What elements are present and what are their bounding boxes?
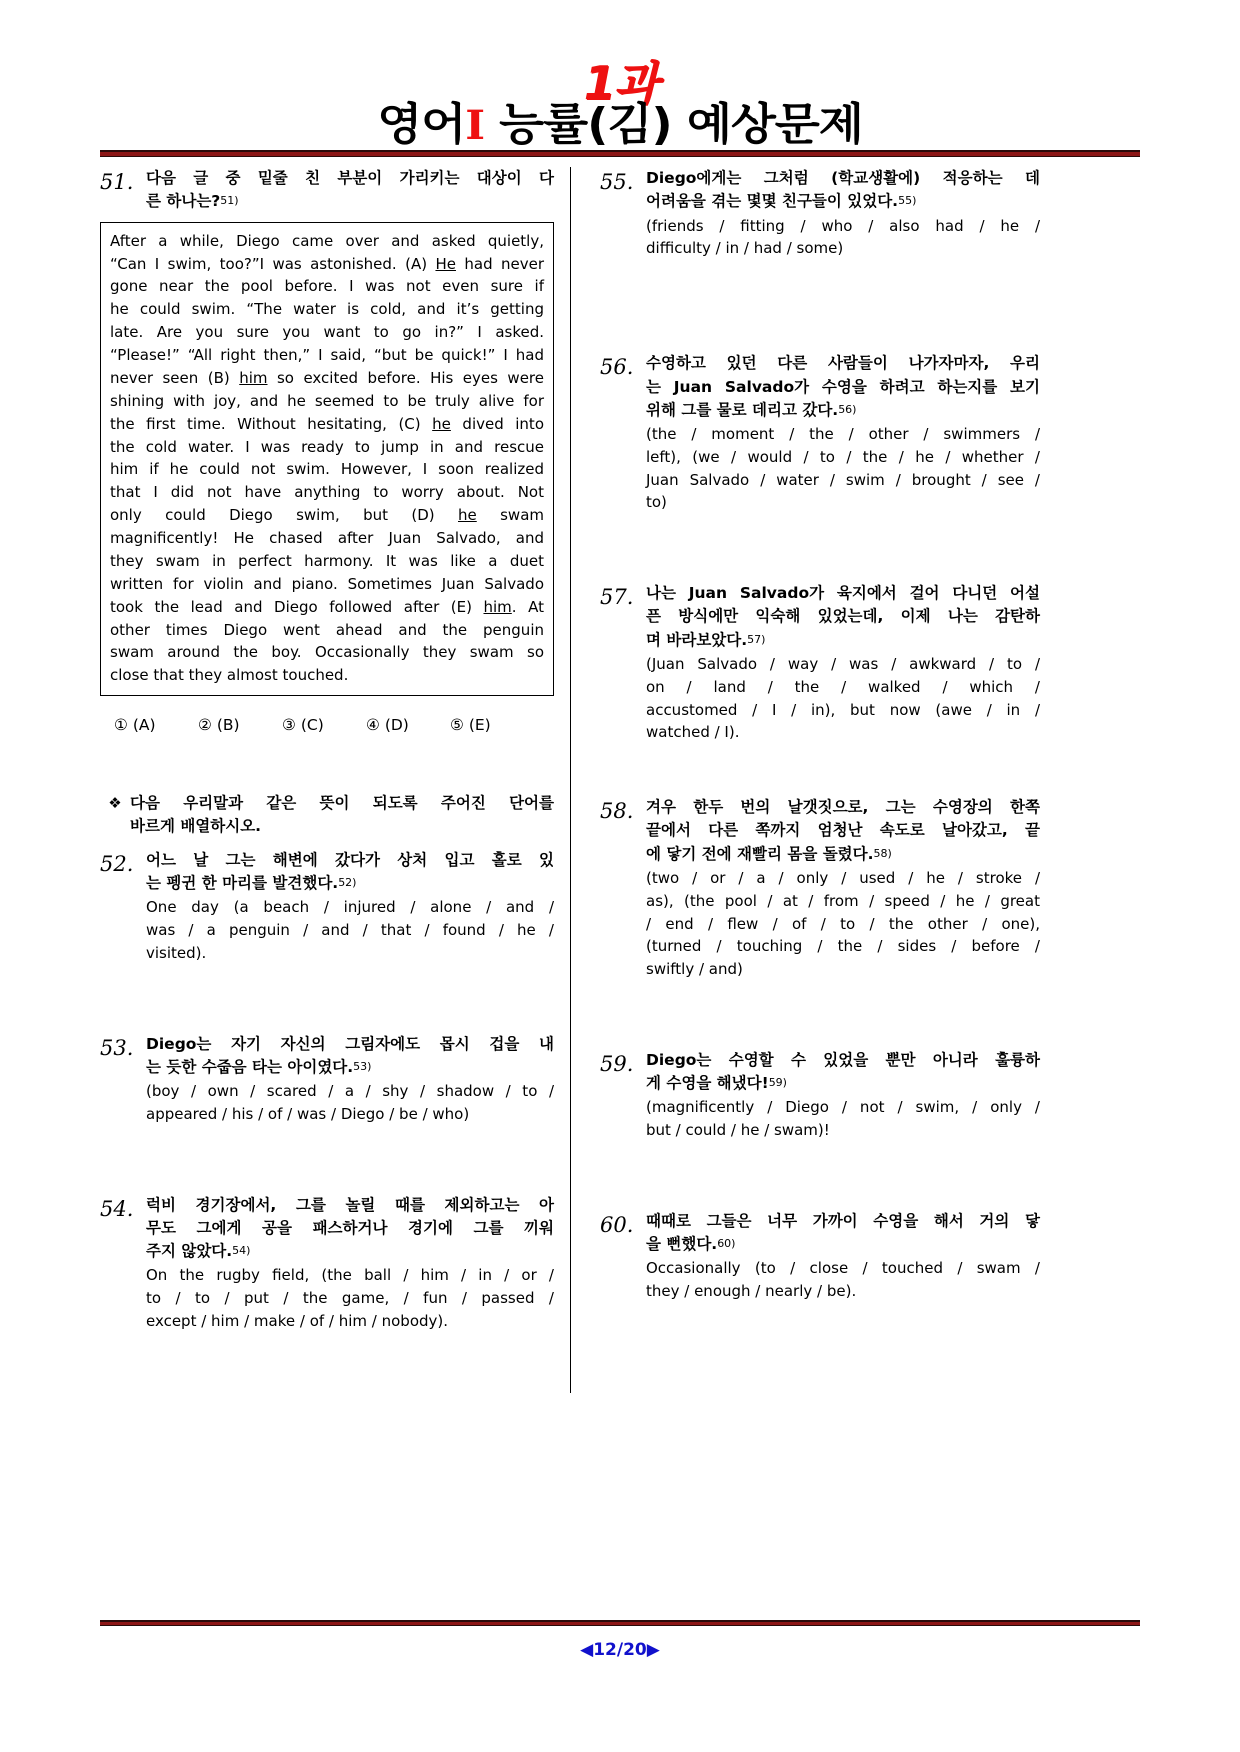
lesson-tag: 1과 (583, 56, 657, 110)
wordbank-line: visited). (146, 943, 207, 962)
question-55 (600, 167, 1040, 260)
question-56-number: 56. (600, 355, 634, 380)
question-56 (600, 352, 1040, 514)
question-52-korean (146, 849, 554, 896)
title-part1: 영어 (377, 99, 466, 150)
question-55-wordbank (646, 215, 1040, 261)
wordbank-line: (boy / own / scared / a / shy / shadow / to / (146, 1082, 554, 1101)
question-59-number: 59. (600, 1051, 634, 1076)
passage-line: took the lead and Diego followed after (E) him. At (110, 597, 544, 616)
passage-line: written for violin and piano. Sometimes Juan Salvado (110, 574, 544, 593)
question-52-ko-line1: 어느 날 그는 해변에 갔다가 상처 입고 홀로 있 (146, 850, 554, 869)
spacer (600, 520, 1040, 582)
question-51-number: 51. (100, 170, 134, 195)
question-59-ko-line2: 게 수영을 해냈다!59) (646, 1074, 787, 1093)
question-56-ko-line2: 는 Juan Salvado가 수영을 하려고 하는지를 보기 (646, 377, 1040, 396)
wordbank-line: Occasionally (to / close / touched / swam / (646, 1259, 1040, 1278)
question-53-korean (146, 1033, 554, 1080)
question-56-footnote: 56) (838, 402, 857, 416)
question-60 (600, 1210, 1040, 1303)
question-53-ko-line1: Diego는 자기 자신의 그림자에도 몹시 겁을 내 (146, 1034, 554, 1053)
question-51 (100, 167, 554, 214)
passage-line: magnificently! He chased after Juan Salvado, and (110, 529, 544, 548)
wordbank-line: appeared / his / of / was / Diego / be / who) (146, 1104, 470, 1123)
choice-1[interactable]: ① (A) (114, 716, 156, 735)
passage-line: only could Diego swim, but (D) he swam (110, 506, 545, 525)
passage-line: After a while, Diego came over and asked quietly, (110, 231, 544, 250)
title-part2: 능률(김) 예상문제 (483, 99, 863, 150)
passage-line: the cold water. I was ready to jump in and rescue (110, 437, 544, 456)
question-58-wordbank (646, 867, 1040, 981)
question-57-number: 57. (600, 585, 634, 610)
question-53 (100, 1033, 554, 1126)
passage-line: “Please!” “All right then,” I said, “but be quick!” I had (110, 346, 544, 365)
question-56-ko-line3: 위해 그를 물로 데리고 갔다.56) (646, 400, 857, 419)
wordbank-line: on / land / the / walked / which / (646, 677, 1040, 696)
question-57-ko-line1: 나는 Juan Salvado가 육지에서 걸어 다니던 어설 (646, 584, 1040, 603)
wordbank-line: except / him / make / of / him / nobody). (146, 1312, 449, 1331)
left-column (100, 167, 570, 1397)
question-54-korean (146, 1194, 554, 1264)
choice-3[interactable]: ③ (C) (282, 716, 324, 735)
question-55-footnote: 55) (898, 194, 917, 208)
page-footer (100, 1620, 1140, 1660)
question-60-footnote: 60) (717, 1237, 736, 1251)
wordbank-line: to) (646, 493, 667, 512)
question-53-wordbank (146, 1080, 554, 1126)
wordbank-line: they / enough / nearly / be). (646, 1282, 857, 1301)
question-57-ko-line2: 픈 방식에만 익숙해 있었는데, 이제 나는 감탄하 (646, 607, 1040, 626)
wordbank-line: as), (the pool / at / from / speed / he / great (646, 891, 1040, 910)
passage-line: never seen (B) him so excited before. His eyes were (110, 368, 544, 387)
page-number[interactable]: ◀12/20▶ (580, 1640, 660, 1660)
question-58 (600, 796, 1040, 981)
question-51-prompt (146, 167, 554, 214)
question-58-ko-line2: 끝에서 다른 쪽까지 엄청난 속도로 날아갔고, 끝 (646, 821, 1040, 840)
page-header (100, 0, 1140, 157)
passage-line: they swam in perfect harmony. It was like a duet (110, 551, 544, 570)
question-54 (100, 1194, 554, 1333)
question-52-ko-line2: 는 펭귄 한 마리를 발견했다.52) (146, 873, 357, 892)
passage-line: gone near the pool before. I was not even sure if (110, 277, 544, 296)
question-52-footnote: 52) (338, 875, 357, 889)
wordbank-line: (turned / touching / the / sides / before / (646, 937, 1040, 956)
wordbank-line: swiftly / and) (646, 960, 743, 979)
question-57-footnote: 57) (747, 632, 766, 646)
question-60-ko-line2: 을 뻔했다.60) (646, 1235, 736, 1254)
two-column-body (100, 167, 1140, 1397)
right-column (570, 167, 1040, 1397)
question-54-wordbank (146, 1264, 554, 1332)
question-52-number: 52. (100, 851, 134, 876)
wordbank-line: (the / moment / the / other / swimmers / (646, 425, 1040, 444)
question-56-korean (646, 352, 1040, 422)
choice-5[interactable]: ⑤ (E) (450, 716, 491, 735)
question-58-korean (646, 796, 1040, 866)
passage-line: “Can I swim, too?”I was astonished. (A) He had never (110, 254, 544, 273)
passage-line: close that they almost touched. (110, 666, 349, 685)
question-57-korean (646, 582, 1040, 652)
question-60-ko-line1: 때때로 그들은 너무 가까이 수영을 해서 거의 닿 (646, 1211, 1040, 1230)
passage-line: him if he could not swim. However, I soon realized (110, 460, 544, 479)
arrangement-instruction (100, 792, 554, 839)
spacer (600, 266, 1040, 352)
question-54-ko-line2: 무도 그에게 공을 패스하거나 경기에 그를 끼워 (146, 1218, 554, 1237)
wordbank-line: (Juan Salvado / way / was / awkward / to / (646, 654, 1040, 673)
wordbank-line: watched / I). (646, 723, 740, 742)
wordbank-line: Juan Salvado / water / swim / brought / see / (646, 470, 1040, 489)
page-title (69, 99, 1171, 150)
question-51-footnote: 51) (220, 194, 239, 208)
question-51-choices (100, 716, 554, 734)
passage-line: late. Are you sure you want to go in?” I asked. (110, 323, 544, 342)
question-54-number: 54. (100, 1196, 134, 1221)
question-57-wordbank (646, 653, 1040, 744)
passage-line: that I did not have anything to worry about. Not (110, 483, 544, 502)
question-59-wordbank (646, 1096, 1040, 1142)
wordbank-line: left), (we / would / to / the / he / whether / (646, 447, 1040, 466)
choice-2[interactable]: ② (B) (198, 716, 240, 735)
wordbank-line: to / to / put / the game, / fun / passed / (146, 1289, 554, 1308)
question-56-wordbank (646, 423, 1040, 514)
question-54-footnote: 54) (232, 1244, 251, 1258)
wordbank-line: accustomed / I / in), but now (awe / in / (646, 700, 1040, 719)
question-59 (600, 1049, 1040, 1142)
question-60-wordbank (646, 1257, 1040, 1303)
passage-line: shining with joy, and he seemed to be truly alive for (110, 391, 544, 410)
question-55-number: 55. (600, 170, 634, 195)
wordbank-line: (two / or / a / only / used / he / stroke / (646, 868, 1040, 887)
passage-line: other times Diego went ahead and the penguin (110, 620, 544, 639)
wordbank-line: One day (a beach / injured / alone / and / (146, 898, 554, 917)
wordbank-line: was / a penguin / and / that / found / he / (146, 920, 554, 939)
diamond-bullet-icon: ❖ (108, 794, 122, 813)
question-55-ko-line1: Diego에게는 그처럼 (학교생활에) 적응하는 데 (646, 169, 1040, 188)
question-58-ko-line3: 에 닿기 전에 재빨리 몸을 돌렸다.58) (646, 844, 892, 863)
footer-divider-rule (100, 1620, 1140, 1626)
spacer (600, 750, 1040, 796)
question-57 (600, 582, 1040, 744)
instruction-line2: 바르게 배열하시오. (130, 817, 262, 836)
spacer (600, 1148, 1040, 1210)
question-53-number: 53. (100, 1035, 134, 1060)
question-55-ko-line2: 어려움을 겪는 몇몇 친구들이 있었다.55) (646, 192, 917, 211)
wordbank-line: On the rugby field, (the ball / him / in / or / (146, 1266, 554, 1285)
question-54-ko-line3: 주지 않았다.54) (146, 1242, 251, 1261)
question-53-ko-line2: 는 듯한 수줍음 타는 아이였다.53) (146, 1057, 372, 1076)
instruction-line1: 다음 우리말과 같은 뜻이 되도록 주어진 단어를 (130, 794, 554, 813)
question-58-number: 58. (600, 799, 634, 824)
question-55-korean (646, 167, 1040, 214)
question-51-prompt-line2: 른 하나는?51) (146, 192, 239, 211)
wordbank-line: / end / flew / of / to / the other / one), (646, 914, 1040, 933)
question-58-ko-line1: 겨우 한두 번의 날갯짓으로, 그는 수영장의 한쪽 (646, 798, 1040, 817)
question-59-korean (646, 1049, 1040, 1096)
question-59-footnote: 59) (768, 1076, 787, 1090)
passage-line: the first time. Without hesitating, (C) he dived into (110, 414, 544, 433)
question-58-footnote: 58) (873, 846, 892, 860)
question-60-number: 60. (600, 1212, 634, 1237)
wordbank-line: difficulty / in / had / some) (646, 239, 844, 258)
wordbank-line: (friends / fitting / who / also had / he / (646, 216, 1040, 235)
question-53-footnote: 53) (353, 1059, 372, 1073)
question-51-prompt-line1: 다음 글 중 밑줄 친 부분이 가리키는 대상이 다 (146, 169, 554, 188)
title-roman-numeral: Ⅰ (465, 102, 484, 149)
wordbank-line: but / could / he / swam)! (646, 1121, 830, 1140)
question-52-wordbank (146, 896, 554, 964)
passage-line: he could swim. “The water is cold, and it’s getting (110, 300, 544, 319)
passage-line: swam around the boy. Occasionally they swam so (110, 643, 544, 662)
header-divider-rule (100, 150, 1140, 157)
spacer (100, 971, 554, 1033)
spacer (600, 987, 1040, 1049)
question-57-ko-line3: 며 바라보았다.57) (646, 630, 766, 649)
spacer (100, 1132, 554, 1194)
choice-4[interactable]: ④ (D) (366, 716, 409, 735)
question-52 (100, 849, 554, 965)
question-59-ko-line1: Diego는 수영할 수 있었을 뿐만 아니라 훌륭하 (646, 1050, 1040, 1069)
wordbank-line: (magnificently / Diego / not / swim, / only / (646, 1098, 1040, 1117)
question-60-korean (646, 1210, 1040, 1257)
question-56-ko-line1: 수영하고 있던 다른 사람들이 나가자마자, 우리 (646, 354, 1040, 373)
reading-passage-box (100, 222, 554, 697)
question-54-ko-line1: 럭비 경기장에서, 그를 놀릴 때를 제외하고는 아 (146, 1195, 554, 1214)
